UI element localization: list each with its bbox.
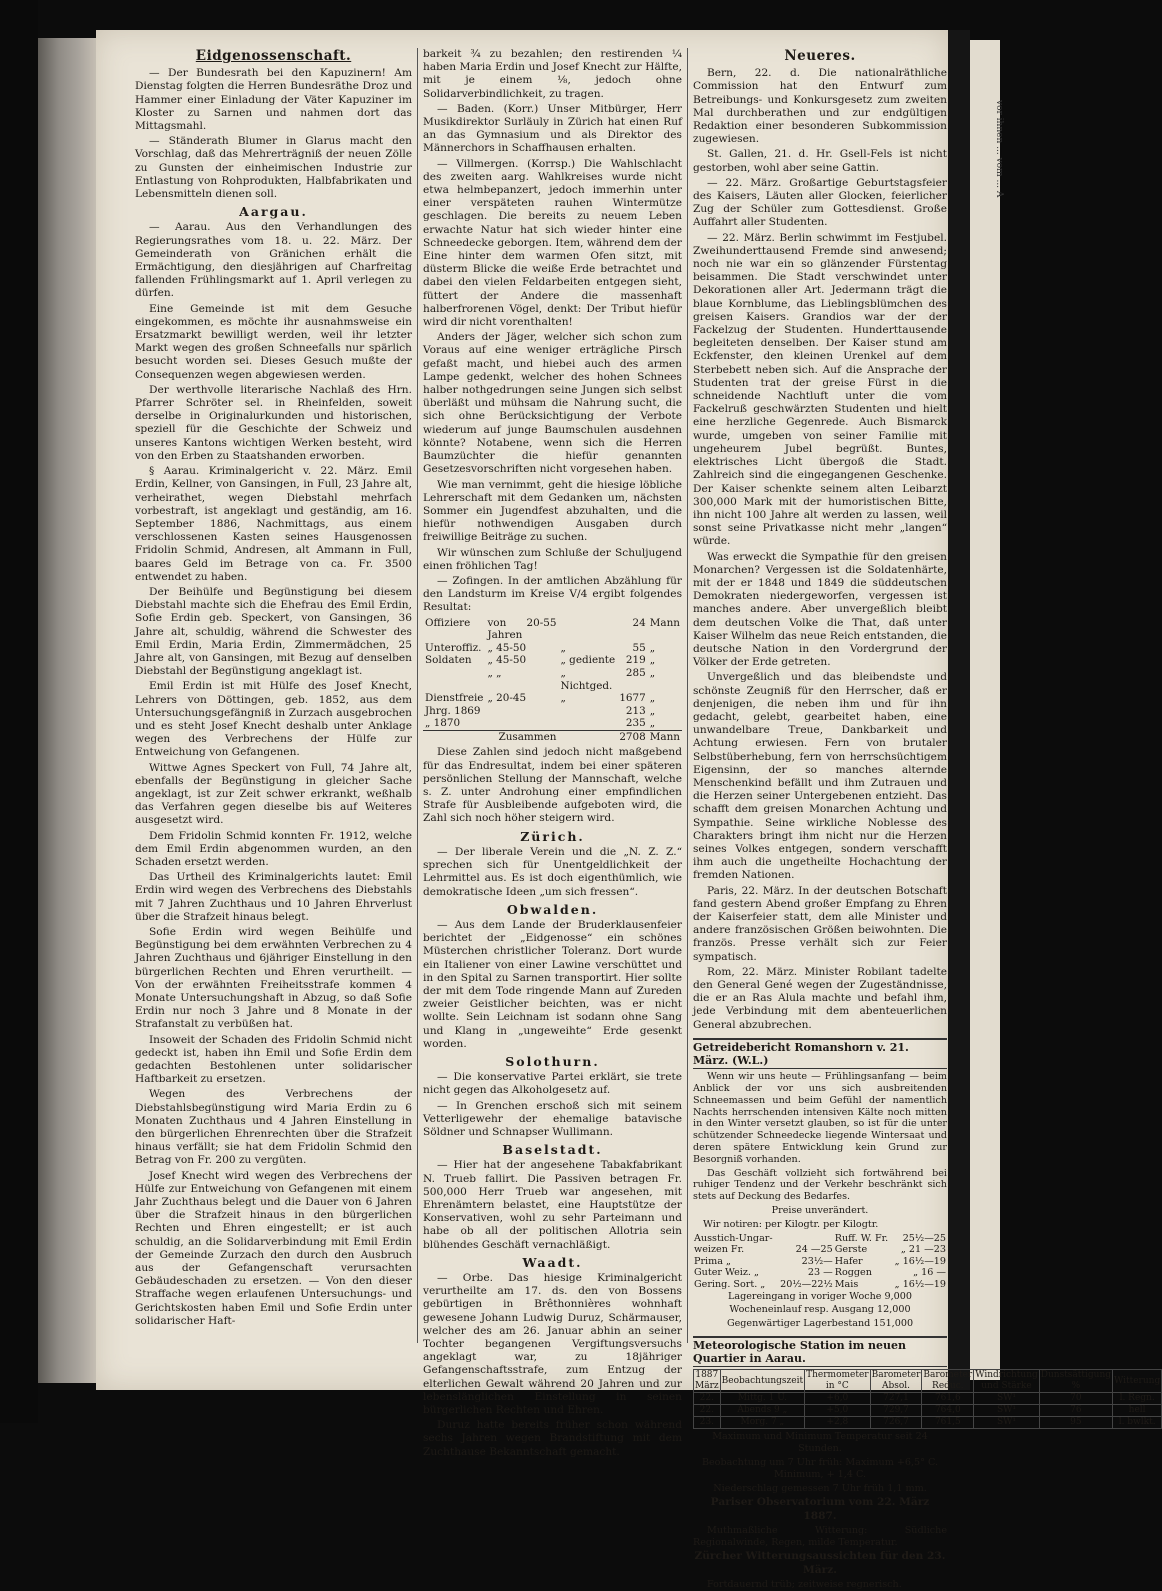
table-cell: SW¹ <box>974 1405 1040 1417</box>
table-cell: „ <box>560 641 566 654</box>
table-cell: Soldaten <box>425 654 472 667</box>
table-cell: 727,1 <box>870 1393 922 1405</box>
grain-report-title: Getreidebericht Romanshorn v. 21. März. (W.L.) <box>693 1038 947 1069</box>
article-paragraph: — Orbe. Das hiesige Kriminalgericht verurtheilte am 17. ds. den von Bossens gebürtigen in Brêthonnières wohnhaft gewesene Johann Ludwig Duruz, Schärmauser, welcher des am 26. Januar abhin an seiner Tochter begangenen Vergiftungsversuchs angeklagt war, zu 18jähriger Gefangenschaftsstrafe, zum Entzug der elterlichen Gewalt während 20 Jahren und zur lebenslänglichen Einstellung in seinen bürgerlichen Rechten und Ehren. <box>423 1271 682 1417</box>
table-row <box>693 1267 947 1279</box>
meteo-note: Maximum und Minimum Temperatur seit 24 Stunden. <box>712 1431 928 1455</box>
table-cell: +6,0 <box>805 1393 871 1405</box>
table-cell: +5,0 <box>805 1405 871 1417</box>
article-paragraph: Wittwe Agnes Speckert von Full, 74 Jahre alt, ebenfalls der Begünstigung in gleicher Sache angeklagt, ist zur Zeit schwer erkrankt, weßhalb das Verfahren gegen dieselbe bis auf Weiteres ausgesetzt wird. <box>135 761 412 827</box>
table-cell: „ <box>649 692 656 705</box>
table-cell: Jhrg. 1869 <box>425 704 481 717</box>
table-cell: „ 16½—19 <box>894 1278 946 1290</box>
column-rule <box>417 48 418 1343</box>
grain-storage-line: Gegenwärtiger Lagerbestand 151,000 <box>726 1318 914 1330</box>
table-cell <box>485 717 558 730</box>
table-cell: Guter Weiz. „ <box>694 1267 759 1279</box>
column-2 <box>423 48 682 1458</box>
column-1 <box>135 48 412 1348</box>
table-row <box>693 1279 947 1291</box>
article-paragraph: — 22. März. Berlin schwimmt im Festjubel. Zweihunderttausend Fremde sind anwesend; noch nie war ein so glänzender Fürstentag beisammen. Die Stadt verschwindet unter Dekorationen aller Art. Jedermann trägt die blaue Kornblume, das Lieblingsblümchen des greisen Kaisers. Grandios war der der Fackelzug der Studenten. Hunderttausende begleiteten denselben. Der Kaiser stund am Eckfenster, den kleinen Urenkel auf dem Sterbebett neben sich. Auf die Ansprache der Studenten trat der greise Fürst in die schneidende Nachtluft unter die vom Fackelruß geschwärzten Studenten und hielt eine herzliche Gegenrede. Auch Bismarck wurde, umgeben von seiner Familie mit ungeheurem Jubel begrüßt. Buntes, elektrisches Licht übergoß die Stadt. Zahlreich sind die eingegangenen Geschenke. Der Kaiser schenkte seinem alten Leibarzt 300,000 Mark mit der humoristischen Bitte, ihn nicht 100 Jahre alt werden zu lassen, weil sonst seine Privatkasse nicht mehr „langen“ würde. <box>693 231 947 548</box>
table-row <box>693 1256 947 1268</box>
column-header: Windrichtung und Stärke <box>975 1370 1038 1392</box>
table-cell: „ 45-50 <box>487 641 527 654</box>
table-cell: 23½— <box>801 1255 833 1267</box>
column-header: Thermometer in °C <box>806 1370 869 1392</box>
article-paragraph: — Der liberale Verein und die „N. Z. Z.“ sprechen sich für Unentgeldlichkeit der Lehrmittel aus. Es ist doch eigenthümlich, wie demokratische Ideen „um sich fressen“. <box>423 845 682 898</box>
landsturm-table <box>423 617 682 744</box>
table-cell: „ <box>649 666 656 679</box>
table-cell: l. Regn. <box>1113 1393 1162 1405</box>
table-cell: Dienstfreie <box>425 692 484 705</box>
article-paragraph: Eine Gemeinde ist mit dem Gesuche eingekommen, es möchte ihr ausnahmsweise ein Ersatzmarkt bewilligt werden, weil ihr letzter Markt wegen des großen Schneefalls nur spärlich besucht worden sei. Dieses Gesuch mußte der Consequenzen wegen abgewiesen werden. <box>135 302 412 381</box>
table-row <box>694 1405 1162 1417</box>
article-paragraph: — Ständerath Blumer in Glarus macht den Vorschlag, daß das Mehrerträgniß der neuen Zölle zu Gunsten der einheimischen Industrie zur Entlastung von Rohprodukten, Halbfabrikaten und Lebensmitteln dienen soll. <box>135 135 412 201</box>
column-header: Beobachtungszeit <box>720 1370 804 1393</box>
table-cell: „ <box>649 704 656 717</box>
table-total-row <box>423 730 682 743</box>
table-row <box>423 654 682 667</box>
grain-storage-line: Wocheneinlauf resp. Ausgang 12,000 <box>729 1304 911 1316</box>
table-row <box>694 1417 1162 1429</box>
book-binding <box>38 38 96 1383</box>
table-cell: Abends 9 „ <box>720 1405 804 1417</box>
table-cell <box>777 1233 834 1245</box>
table-row <box>423 692 682 705</box>
section-title: Obwalden. <box>506 901 599 917</box>
table-cell: 285 <box>625 666 646 679</box>
grain-price-table <box>693 1233 947 1291</box>
table-cell: „ 21 —23 <box>900 1244 946 1256</box>
column-rule <box>687 48 688 1343</box>
article-paragraph: — Baden. (Korr.) Unser Mitbürger, Herr Musikdirektor Surläuly in Zürich hat einen Ruf an das Gymnasium und als Direktor des Männerchors in Schaffhausen erhalten. <box>423 102 682 155</box>
table-cell: „ 20-45 <box>487 692 527 705</box>
table-cell: Prima „ <box>694 1255 731 1267</box>
table-cell: 25½—25 <box>902 1232 946 1244</box>
section-title: Eidgenossenschaft. <box>195 48 352 64</box>
grain-quote-head: Wir notiren: per Kilogtr. per Kilogtr. <box>703 1218 879 1230</box>
table-cell <box>558 705 617 718</box>
table-cell: Morg. 7 „ <box>720 1417 804 1429</box>
table-cell: „ 16½—19 <box>894 1255 946 1267</box>
table-cell: Hafer <box>834 1255 863 1267</box>
table-cell: 213 <box>625 704 646 717</box>
article-paragraph: — Zofingen. In der amtlichen Abzählung für den Landsturm im Kreise V/4 ergibt folgendes Resultat: <box>423 574 682 614</box>
zurich-weather-text: Fortdauernd trüb; zeitweise regnerisch. <box>707 1578 902 1590</box>
table-cell: Ruff. W. Fr. <box>834 1232 889 1244</box>
table-cell <box>485 705 558 718</box>
article-paragraph: Emil Erdin ist mit Hülfe des Josef Knecht, Lehrers von Döttingen, geb. 1852, aus dem Untersuchungsgefängniß in Zurzach ausgebrochen und es steht Josef Knecht deshalb unter Anklage wegen des Verbrechens der Hülfe zur Entweichung von Gefangenen. <box>135 680 412 759</box>
article-paragraph: Diese Zahlen sind jedoch nicht maßgebend für das Endresultat, indem bei einer späteren persönlichen Stellung der Mannschaft, welche s. Z. unter Androhung einer empfindlichen Strafe für Ausbleibende aufgeboten wird, die Zahl sich noch höher steigern wird. <box>423 746 682 825</box>
table-row <box>693 1233 947 1245</box>
column-header: Dunstsättigung % <box>1040 1370 1112 1392</box>
page-gutter <box>948 30 970 1390</box>
article-paragraph: barkeit ¾ zu bezahlen; den restirenden ¼ haben Maria Erdin und Josef Knecht zur Hälfte, mit je einem ⅛, jedoch ohne Solidarverbindlichkeit, zu tragen. <box>423 48 682 100</box>
article-paragraph: Josef Knecht wird wegen des Verbrechens der Hülfe zur Entweichung von Gefangenen mit einem Jahr Zuchthaus belegt und die Dauer von 6 Jahren über die Strafzeit hinaus in den bürgerlichen Rechten und Ehren eingestellt; er ist auch schuldig, an die Solidarverbindung mit Emil Erdin der Gemeinde Zurzach den durch den Ausbruch aus der Gefangenschaft verursachten Gebäudeschaden zu ersetzen. — Von den dieser Straffache wegen erlaufenen Untersuchungs- und Gerichtskosten haben Emil und Sofie Erdin unter solidarischer Haft- <box>135 1169 412 1327</box>
table-cell: 761,5 <box>922 1417 974 1429</box>
article-paragraph: — Villmergen. (Korrsp.) Die Wahlschlacht des zweiten aarg. Wahlkreises wurde nicht etwa helmbepanzert, jedoch immerhin unter einer verspäteten rauhen Wintermütze geschlagen. Die bereits zu neuem Leben erwachte Natur hat sich wieder hinter eine Schneedecke geborgen. Item, während dem der Eine hinter dem warmen Ofen sitzt, mit düsterm Blicke die weiße Erde betrachtet und dabei den vielen Feldarbeiten entgegen sieht, füttert der Andere die massenhaft halberfrorenen Vögel, denkt: Der Tribut hiefür wird dir nicht vorenthalten! <box>423 157 682 329</box>
meteo-title: Meteorologische Station im neuen Quartier in Aarau. <box>693 1336 947 1367</box>
article-paragraph: Unvergeßlich und das bleibendste und schönste Zeugniß für den Herrscher, daß er denjenigen, die neben ihm und für ihn gedacht, gelebt, gearbeitet haben, eine unwandelbare Treue, Dankbarkeit und Achtung erwiesen. Fern von brutaler Selbstüberhebung, fern von herrschsüchtigem Eigensinn, der so manches alternde Menschenkind befällt und ihm Zutrauen und die Herzen seiner Untergebenen entzieht. Das schafft dem greisen Monarchen Achtung und Sympathie. Seine wirkliche Noblesse des Charakters bringt ihm nicht nur die Herzen seines Volkes entgegen, sondern verschafft ihm auch die ungetheilte Hochachtung der fremden Nationen. <box>693 671 947 882</box>
table-cell: 761,6 <box>922 1393 974 1405</box>
table-cell: 23 — <box>807 1267 833 1279</box>
table-cell: 76 <box>1039 1405 1112 1417</box>
next-page-edge <box>970 40 1004 1380</box>
article-paragraph: § Aarau. Kriminalgericht v. 22. März. Emil Erdin, Kellner, von Gansingen, in Full, 23 Jahre alt, verheirathet, wegen Diebstahl mehrfach vorbestraft, ist angeklagt und geständig, am 16. September 1886, Nachmittags, aus einem verschlossenen Kasten seines Hausgenossen Fridolin Schmid, Andresen, alt Ammann in Full, baares Geld im Betrage von ca. Fr. 3500 entwendet zu haben. <box>135 465 412 583</box>
article-paragraph: Bern, 22. d. Die nationalräthliche Commission hat den Entwurf zum Betreibungs- und Konkursgesetz zum zweiten Mal durchberathen und zur endgültigen Redaktion einer besonderen Subkommission zugewiesen. <box>693 67 947 146</box>
article-paragraph: Dem Fridolin Schmid konnten Fr. 1912, welche dem Emil Erdin abgenommen wurden, an den Schaden ersetzt werden. <box>135 829 412 868</box>
article-paragraph: — Aarau. Aus den Verhandlungen des Regierungsrathes vom 18. u. 22. März. Der Gemeinderath von Gränichen erhält die Ermächtigung, den diesjährigen auf Charfreitag fallenden Frühlingsmarkt auf 1. April verlegen zu dürfen. <box>135 221 412 300</box>
table-cell: hell <box>1113 1405 1162 1417</box>
column-header: Barometer Absol. <box>871 1370 921 1392</box>
grain-prices-head: Preise unverändert. <box>771 1205 869 1216</box>
article-paragraph: Duruz hatte bereits früher schon während sechs Jahren wegen Brandstiftung mit dem Zuchthause Bekanntschaft gemacht. <box>423 1419 682 1458</box>
total-value: 2708 <box>619 730 646 743</box>
table-cell: 764,0 <box>922 1405 974 1417</box>
table-row <box>423 705 682 718</box>
grain-report-text: Wenn wir uns heute — Frühlingsanfang — beim Anblick der vor uns sich ausbreitenden Schneemassen und beim Gefühl der namentlich Nachts herrschenden intensiven Kälte noch mitten in den Winter versetzt glauben, so ist für die unter schützender Schneedecke liegende Wintersaat und deren spätere Entwicklung kein Grund zur Besorgniß vorhanden. <box>693 1071 947 1165</box>
column-header: 1887 März <box>695 1370 719 1392</box>
article-paragraph: Rom, 22. März. Minister Robilant tadelte den General Gené wegen der Zugeständnisse, die er an Ras Alula machte und befahl ihm, jede Verbindung mit dem abenteuerlichen General abzubrechen. <box>693 965 947 1031</box>
total-label: Zusammen <box>485 730 558 743</box>
table-cell: Gerste <box>834 1244 868 1256</box>
table-cell: „ <box>649 641 656 654</box>
meteo-note: Beobachtung um 7 Uhr früh: Maximum +6,5° C. Minimum, + 1,4 C. <box>701 1456 939 1480</box>
table-cell: „ Nichtged. <box>560 666 613 692</box>
table-header-row <box>694 1370 1162 1393</box>
article-paragraph: — Die konservative Partei erklärt, sie trete nicht gegen das Alkoholgesetz auf. <box>423 1071 682 1097</box>
table-row <box>693 1244 947 1256</box>
table-cell: „ 16 — <box>913 1267 946 1279</box>
table-cell: Mann <box>649 616 680 629</box>
table-cell: Gering. Sort. „ <box>694 1278 766 1290</box>
table-cell: Unteroffiz. <box>425 641 482 654</box>
article-paragraph: Anders der Jäger, welcher sich schon zum Voraus auf eine weniger erträgliche Pirsch gefaßt macht, und hiebei auch des armen Lampe gedenkt, welcher des hohen Schnees halber nothgedrungen seine Jungen sich selbst überläßt und mühsam die Nahrung sucht, die sich ohne Berücksichtigung der Verbote wiederum auf junge Baumschulen ausdehnen könnte? Notabene, wenn sich die Herren Baumzüchter die hiefür genannten Gesetzesvorschriften nicht vorgesehen haben. <box>423 331 682 476</box>
section-title: Waadt. <box>522 1254 583 1270</box>
grain-storage-line: Lagereingang in voriger Woche 9,000 <box>728 1290 912 1302</box>
table-cell: von 20-55 Jahren <box>487 616 557 642</box>
table-cell: „ <box>649 717 656 730</box>
table-cell: „ gediente <box>560 654 616 667</box>
meteo-note: Niederschlag gemessen 7 Uhr früh 1,1 mm. <box>713 1482 927 1494</box>
table-cell: „ <box>649 654 656 667</box>
table-row <box>423 617 682 642</box>
table-cell: 20½—22½ <box>780 1278 833 1290</box>
table-cell: 23. <box>694 1417 721 1429</box>
table-row <box>423 642 682 655</box>
article-paragraph: Das Urtheil des Kriminalgerichts lautet: Emil Erdin wird wegen des Verbrechens des Diebstahls mit 7 Jahren Zuchthaus und 10 Jahren Ehrverlust über die Strafzeit hinaus belegt. <box>135 871 412 923</box>
scan-border <box>0 0 38 1423</box>
table-cell: Offiziere <box>425 616 471 629</box>
section-title: Baselstadt. <box>502 1142 603 1158</box>
article-paragraph: Insoweit der Schaden des Fridolin Schmid nicht gedeckt ist, haben ihn Emil und Sofie Erdin dem gedachten Bestohlenen unter solidarischer Haftbarkeit zu ersetzen. <box>135 1033 412 1086</box>
section-title: Neueres. <box>784 48 856 64</box>
article-paragraph: Der werthvolle literarische Nachlaß des Hrn. Pfarrer Schröter sel. in Rheinfelden, soweit derselbe in Originalurkunden und historischen, speziell für die Geschichte der Schweiz und unseres Kantons wichtigen Werken besteht, wird von den Erben zu Staatshanden erworben. <box>135 383 412 462</box>
article-paragraph: Wie man vernimmt, geht die hiesige löbliche Lehrerschaft mit dem Gedanken um, nächsten Sommer ein Jugendfest abzuhalten, und die hiefür nothwendigen Ausgaben durch freiwillige Beiträge zu suchen. <box>423 478 682 544</box>
table-cell: Roggen <box>834 1267 872 1279</box>
article-paragraph: Paris, 22. März. In der deutschen Botschaft fand gestern Abend großer Empfang zu Ehren der Kaiserfeier statt, dem alle Minister und andere französischen Größen beiwohnten. Die französ. Presse verhält sich zur Feier sympatisch. <box>693 884 947 963</box>
table-row <box>423 717 682 730</box>
table-row <box>694 1393 1162 1405</box>
article-paragraph: St. Gallen, 21. d. Hr. Gsell-Fels ist nicht gestorben, wohl aber seine Gattin. <box>693 148 947 174</box>
table-cell <box>558 717 617 730</box>
paris-observatory-title: Pariser Observatorium vom 22. März 1887. <box>710 1496 930 1522</box>
table-cell: SW¹ <box>974 1417 1040 1429</box>
total-unit: Mann <box>648 730 682 743</box>
article-paragraph: Der Beihülfe und Begünstigung bei diesem Diebstahl machte sich die Ehefrau des Emil Erdin, Sofie Erdin geb. Speckert, von Gansingen, 36 Jahre alt, schuldig, während die Schwester des Emil Erdin, Maria Erdin, Zimmermädchen, 25 Jahre alt, von Gansingen, mit Bezug auf denselben Diebstahl der Begünstigung angeklagt ist. <box>135 585 412 678</box>
paris-observatory-text: Muthmaßliche Witterung: Südliche Regionalwinde, Regen, milde Temperatur. <box>693 1524 947 1548</box>
table-cell: Mais <box>834 1278 859 1290</box>
table-cell: 95 <box>1039 1417 1112 1429</box>
table-cell: l. bwlkt. <box>1113 1417 1162 1429</box>
table-cell: SW¹ <box>974 1393 1040 1405</box>
table-cell <box>558 617 617 642</box>
table-cell: 726,7 <box>870 1417 922 1429</box>
table-cell: weizen Fr. <box>694 1244 745 1256</box>
next-page-fragment: vor ihnen ... vom ... A <box>994 100 1004 198</box>
table-cell: 235 <box>625 717 646 730</box>
article-paragraph: Sofie Erdin wird wegen Beihülfe und Begünstigung bei dem erwähnten Verbrechen zu 4 Jahren Zuchthaus und 6jähriger Einstellung in den bürgerlichen Rechten und Ehren verurtheilt. — Von der erwähnten Freiheitsstrafe kommen 4 Monate Untersuchungshaft in Abzug, so daß Sofie Erdin nur noch 3 Jahre und 8 Monate in der Strafanstalt zu verbüßen hat. <box>135 926 412 1031</box>
article-paragraph: — In Grenchen erschoß sich mit seinem Vetterligewehr der ehemalige batavische Söldner und Schnapser Wullimann. <box>423 1099 682 1138</box>
meteo-table <box>693 1369 1162 1429</box>
table-cell: „ 1870 <box>425 717 461 730</box>
table-cell: 24 —25 <box>795 1244 833 1256</box>
section-title: Solothurn. <box>505 1053 600 1069</box>
section-title: Aargau. <box>239 204 308 220</box>
table-cell: „ 45-50 <box>487 654 527 667</box>
section-title: Zürich. <box>520 828 585 844</box>
article-paragraph: — 22. März. Großartige Geburtstagsfeier des Kaisers, Läuten aller Glocken, feierlicher Zug der Schüler zum Gottesdienst. Große Auffahrt aller Studenten. <box>693 176 947 229</box>
table-cell: 22. <box>694 1393 721 1405</box>
table-cell: 729,7 <box>870 1405 922 1417</box>
table-cell: 70 <box>1039 1393 1112 1405</box>
table-cell: „ „ <box>487 666 502 679</box>
table-cell: 24 <box>632 616 646 629</box>
zurich-weather-title: Zürcher Witterungsaussichten für den 23. März. <box>694 1550 946 1576</box>
table-cell: 1677 <box>619 692 646 705</box>
grain-report-text: Das Geschäft vollzieht sich fortwährend bei ruhiger Tendenz und der Verkehr beschränkt sich stets auf Deckung des Bedarfes. <box>693 1167 947 1203</box>
table-cell: 219 <box>625 654 646 667</box>
table-cell: +2,8 <box>805 1417 871 1429</box>
article-paragraph: Was erweckt die Sympathie für den greisen Monarchen? Vergessen ist die Soldatenhärte, mit der er 1848 und 1849 die süddeutschen Demokraten niedergeworfen, vergessen ist manches andere. Aber unvergeßlich bleibt dem deutschen Volke die That, daß unter Kaiser Wilhelm das neue Reich entstanden, die deutsche Nation in den Vordergrund der Völker der Erde getreten. <box>693 550 947 669</box>
table-cell <box>423 667 485 692</box>
table-cell: 22. <box>694 1405 721 1417</box>
article-paragraph: Wir wünschen zum Schluße der Schuljugend einen fröhlichen Tag! <box>423 546 682 572</box>
table-row <box>423 667 682 692</box>
column-header: Barometer Reduc. <box>923 1370 973 1392</box>
article-paragraph: Wegen des Verbrechens der Diebstahlsbegünstigung wird Maria Erdin zu 6 Monaten Zuchthaus und 4 Jahren Einstellung in den bürgerlichen Ehrenrechten über die Strafzeit hinaus verfällt; sie hat dem Fridolin Schmid den Betrag von Fr. 200 zu vergüten. <box>135 1088 412 1167</box>
table-cell: Ausstich-Ungar- <box>694 1232 773 1244</box>
article-paragraph: — Aus dem Lande der Bruderklausenfeier berichtet der „Eidgenosse“ ein schönes Müsterchen christlicher Toleranz. Dort wurde ein Italiener von einer Lawine verschüttet und in den Spital zu Sarnen transportirt. Hier sollte der mit dem Tode ringende Mann auf Zureden zweier Geistlicher beichten, was er nicht wollte. Sein Leichnam ist sodann ohne Sang und Klang in „ungeweihte“ Erde gesenkt worden. <box>423 918 682 1050</box>
article-paragraph: — Der Bundesrath bei den Kapuzinern! Am Dienstag folgten die Herren Bundesräthe Droz und Hammer einer Einladung der Väter Kapuziner im Kloster zu Sarnen und nahmen dort das Mittagsmahl. <box>135 67 412 133</box>
column-header: Witterung <box>1113 1370 1162 1393</box>
article-paragraph: — Hier hat der angesehene Tabakfabrikant N. Trueb fallirt. Die Passiven betragen Fr. 500,000 Herr Trueb war angesehen, mit Ehrenämtern belastet, eine Hauptstütze der Konservativen, wohl zu sehr Parteimann und habe ob all der politischen Allotria sein blühendes Geschäft vernachläßigt. <box>423 1159 682 1251</box>
table-cell: Mittg. 1 U. <box>720 1393 804 1405</box>
table-cell: 55 <box>632 641 646 654</box>
table-cell: „ <box>560 692 566 705</box>
